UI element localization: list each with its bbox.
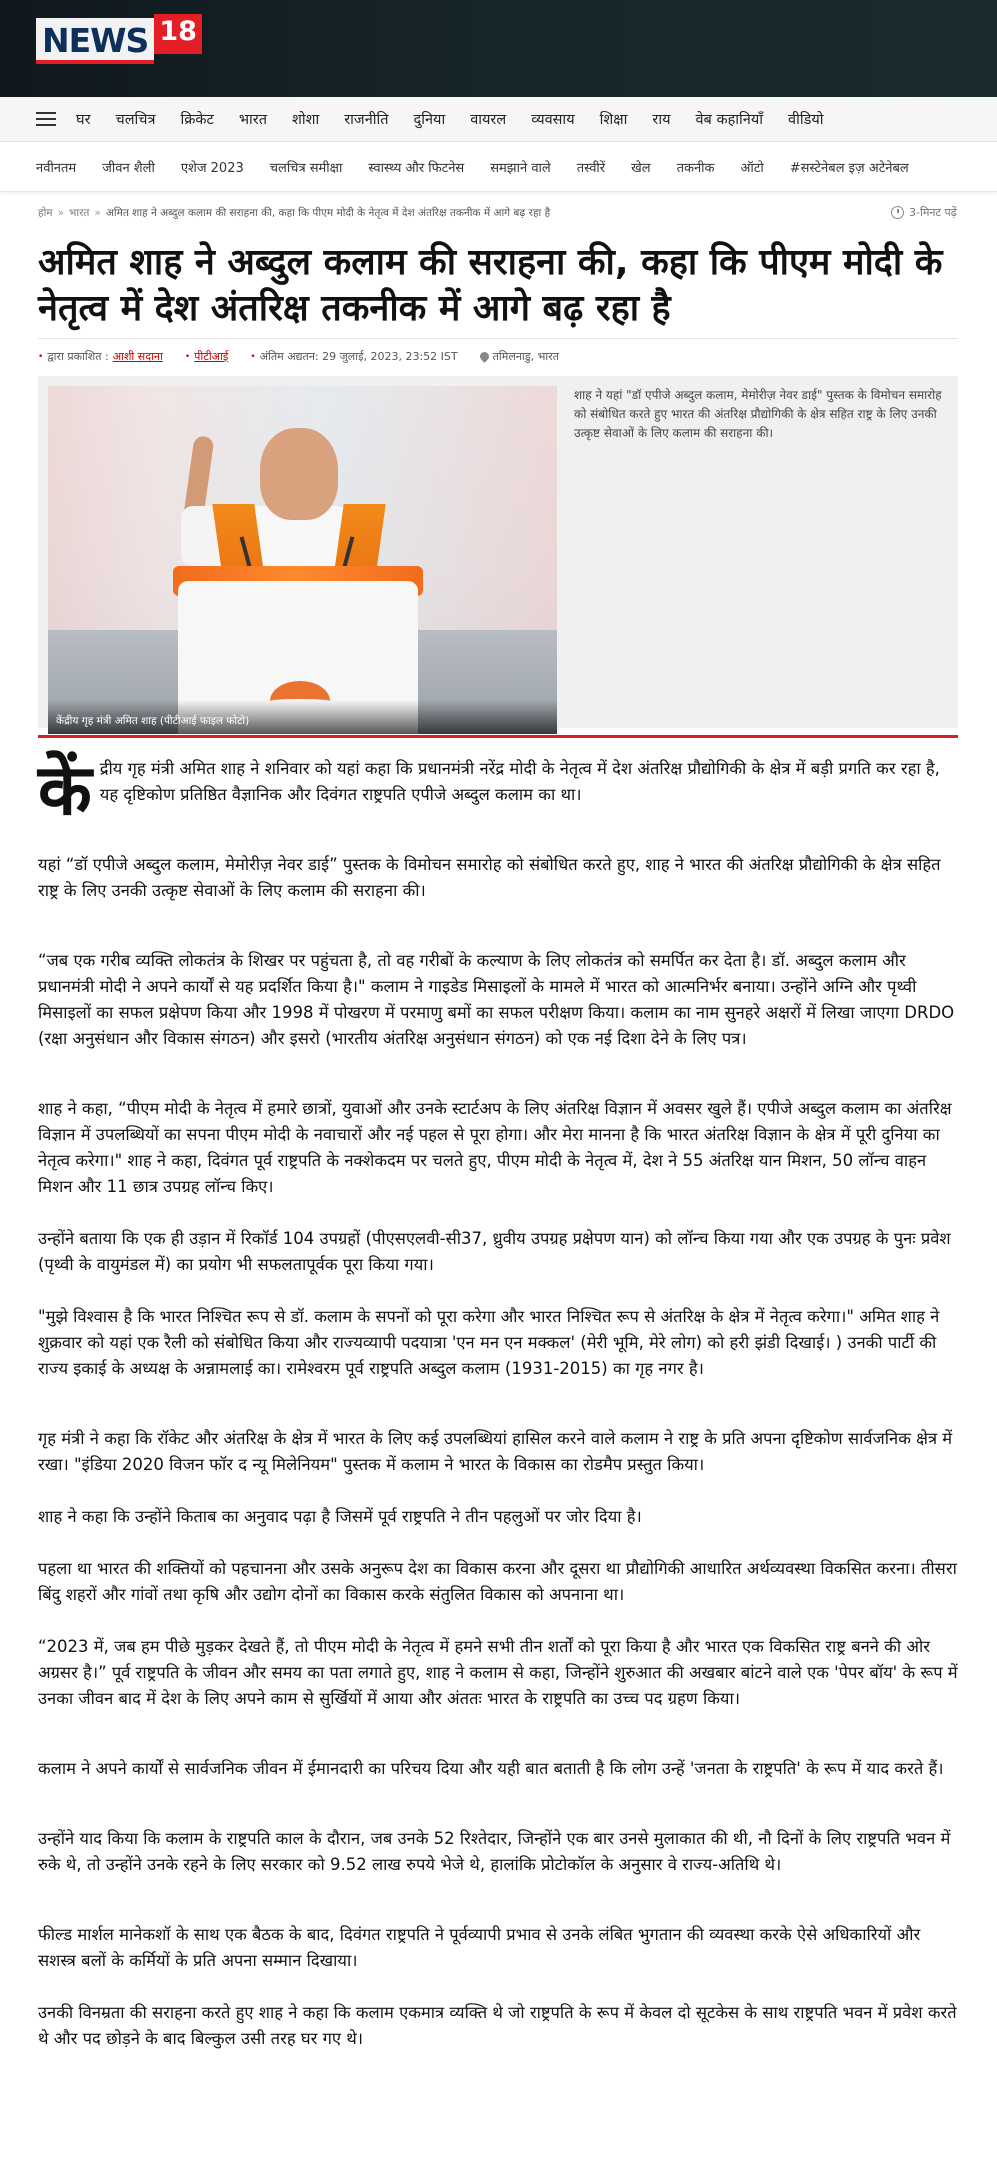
breadcrumb-separator: »	[57, 207, 65, 219]
subnav-item-tech[interactable]: तकनीक	[676, 160, 715, 176]
subnav-item-ashes[interactable]: एशेज 2023	[180, 160, 244, 176]
article-paragraph: कलाम ने अपने कार्यों से सार्वजनिक जीवन में ईमानदारी का परिचय दिया और यही बात बताती है कि लोग उन्हें 'जनता के राष्ट्रपति' के रूप में याद करते हैं।	[38, 1759, 944, 1778]
article-paragraph: पहला था भारत की शक्तियों को पहचानना और उसके अनुरूप देश का विकास करना और दूसरा था प्रौद्योगिकी आधारित अर्थव्यवस्था विकसित करना। तीसरा बिंदु शहरों और गांवों तथा कृषि और उद्योग दोनों का विकास करके संतुलित विकास को अपनाना था।	[38, 1559, 957, 1604]
nav-item-movies[interactable]: चलचित्र	[115, 112, 156, 128]
agency	[185, 349, 228, 364]
article-paragraph: उन्होंने बताया कि एक ही उड़ान में रिकॉर्ड 104 उपग्रहों (पीएसएलवी-सी37, ध्रुवीय उपग्रह प्रक्षेपण यान) को लॉन्च किया गया और एक उपग्रह के पुनः प्रवेश (पृथ्वी के वायुमंडल में) का प्रयोग भी सफलतापूर्वक पूरा किया गया।	[38, 1229, 951, 1274]
article-paragraph	[38, 749, 958, 831]
bullet-icon: •	[250, 351, 256, 362]
article-media	[38, 376, 958, 728]
nav-item-showsha[interactable]: शोशा	[292, 112, 320, 128]
article-summary: शाह ने यहां "डॉ एपीजे अब्दुल कलाम, मेमोरीज़ नेवर डाई" पुस्तक के विमोचन समारोह को संबोधित करते हुए भारत की अंतरिक्ष प्रौद्योगिकी के क्षेत्र सहित राष्ट्र के लिए उनकी उत्कृष्ट सेवाओं के लिए कलाम की सराहना की।	[574, 388, 942, 440]
drop-cap: कें	[38, 749, 92, 831]
read-time	[891, 205, 957, 220]
breadcrumb-separator: »	[94, 207, 101, 219]
primary-nav	[0, 97, 997, 142]
bullet-icon: •	[38, 351, 44, 362]
subnav-item-auto[interactable]: ऑटो	[740, 160, 764, 176]
secondary-nav	[0, 142, 997, 192]
article-headline: अमित शाह ने अब्दुल कलाम की सराहना की, कहा कि पीएम मोदी के नेतृत्व में देश अंतरिक्ष तकनीक में आगे बढ़ रहा है	[38, 242, 943, 329]
logo-text: NEWS	[36, 18, 154, 64]
paragraph-text: द्रीय गृह मंत्री अमित शाह ने शनिवार को यहां कहा कि प्रधानमंत्री नरेंद्र मोदी के नेतृत्व में देश अंतरिक्ष प्रौद्योगिकी के क्षेत्र में बड़ी प्रगति कर रहा है, यह दृष्टिकोण प्रतिष्ठित वैज्ञानिक और दिवंगत राष्ट्रपति एपीजे अब्दुल कलाम का था।	[99, 759, 940, 804]
bullet-icon: •	[184, 351, 191, 362]
article-paragraph: "मुझे विश्वास है कि भारत निश्चित रूप से डॉ. कलाम के सपनों को पूरा करेगा और भारत निश्चित रूप से अंतरिक्ष के क्षेत्र में नेतृत्व करेगा।" अमित शाह ने शुक्रवार को यहां एक रैली को संबोधित किया और राज्यव्यापी पदयात्रा 'एन मन एन मक्कल' (मेरी भूमि, मेरे लोग) को हरी झंडी दिखाई। ) उनकी पार्टी की राज्य इकाई के अध्यक्ष के अन्नामलाई का। रामेश्वरम पूर्व राष्ट्रपति अब्दुल कलाम (1931-2015) का गृह नगर है।	[38, 1307, 940, 1378]
agency-link[interactable]: पीटीआई	[194, 350, 229, 363]
logo-number: 18	[154, 14, 202, 54]
nav-item-cricket[interactable]: क्रिकेट	[180, 112, 214, 128]
clock-icon	[891, 206, 904, 219]
nav-item-home[interactable]: घर	[76, 112, 91, 128]
breadcrumb-current: अमित शाह ने अब्दुल कलाम की सराहना की, कहा कि पीएम मोदी के नेतृत्व में देश अंतरिक्ष तकनीक में आगे बढ़ रहा है	[105, 207, 551, 219]
subnav-item-photos[interactable]: तस्वीरें	[576, 160, 606, 176]
location-pin-icon	[478, 350, 491, 363]
location-text: तमिलनाडु, भारत	[492, 350, 559, 363]
site-header	[0, 0, 997, 97]
published-by-label: द्वारा प्रकाशित :	[47, 350, 109, 363]
subnav-item-health[interactable]: स्वास्थ्य और फिटनेस	[368, 160, 465, 176]
nav-item-world[interactable]: दुनिया	[413, 112, 446, 128]
article-paragraph: फील्ड मार्शल मानेकशॉ के साथ एक बैठक के बाद, दिवंगत राष्ट्रपति ने पूर्वव्यापी प्रभाव से उनके लंबित भुगतान की व्यवस्था करके ऐसे अधिकारियों और सशस्त्र बलों के कर्मियों के प्रति अपना सम्मान दिखाया।	[38, 1925, 921, 1970]
published-by	[38, 349, 163, 364]
article-paragraph: “जब एक गरीब व्यक्ति लोकतंत्र के शिखर पर पहुंचता है, तो वह गरीबों के कल्याण के लिए लोकतंत्र को समर्पित कर देता है। डॉ. अब्दुल कलाम और प्रधानमंत्री मोदी ने अपने कार्यों से यह प्रदर्शित किया है।" कलाम ने गाइडेड मिसाइलों के मामले में भारत को आत्मनिर्भर बनाया। उन्होंने अग्नि और पृथ्वी मिसाइलों का सफल प्रक्षेपण किया और 1998 में पोखरण में परमाणु बमों का सफल परीक्षण किया। कलाम का नाम सुनहरे अक्षरों में लिखा जाएगा DRDO (रक्षा अनुसंधान और विकास संगठन) और इसरो (भारतीय अंतरिक्ष अनुसंधान संगठन) को एक नई दिशा देने के लिए पत्र।	[38, 951, 955, 1048]
article-paragraph: उनकी विनम्रता की सराहना करते हुए शाह ने कहा कि कलाम एकमात्र व्यक्ति थे जो राष्ट्रपति के रूप में केवल दो सूटकेस के साथ राष्ट्रपति भवन में प्रवेश करते थे और पद छोड़ने के बाद बिल्कुल उसी तरह घर गए थे।	[38, 2003, 957, 2048]
speaker-head-shape	[260, 428, 338, 520]
read-time-label: 3-मिनट पढ़ें	[909, 206, 957, 219]
article-paragraph: शाह ने कहा, “पीएम मोदी के नेतृत्व में हमारे छात्रों, युवाओं और उनके स्टार्टअप के लिए अंतरिक्ष विज्ञान में अवसर खुले हैं। एपीजे अब्दुल कलाम का अंतरिक्ष विज्ञान में उपलब्धियों का सपना पीएम मोदी के नवाचारों और नई पहल से पूरा होगा। और मेरा मानना है कि भारत अंतरिक्ष विज्ञान के क्षेत्र में पूरी दुनिया का नेतृत्व करेगा।" शाह ने कहा, दिवंगत पूर्व राष्ट्रपति के नक्शेकदम पर चलते हुए, पीएम मोदी के नेतृत्व में, देश ने 55 अंतरिक्ष यान मिशन, 50 लॉन्च वाहन मिशन और 11 छात्र उपग्रह लॉन्च किए।	[38, 1099, 952, 1196]
image-caption: केंद्रीय गृह मंत्री अमित शाह (पीटीआई फाइल फोटो)	[48, 700, 557, 734]
article-byline	[38, 338, 958, 364]
menu-icon[interactable]	[36, 112, 56, 126]
nav-item-opinion[interactable]: राय	[652, 112, 671, 128]
nav-item-viral[interactable]: वायरल	[470, 112, 507, 128]
nav-item-business[interactable]: व्यवसाय	[531, 112, 575, 128]
article-paragraph: “2023 में, जब हम पीछे मुड़कर देखते हैं, तो पीएम मोदी के नेतृत्व में हमने सभी तीन शर्तों को पूरा किया है और भारत एक विकसित राष्ट्र बनने की ओर अग्रसर है।” पूर्व राष्ट्रपति के जीवन और समय का पता लगाते हुए, शाह ने कलाम से कहा, जिन्होंने शुरुआत की अखबार बांटने वाले एक 'पेपर बॉय' के रूप में उनका जीवन बाद में देश के लिए अपने काम से सुर्खियों में आया और अंततः भारत के राष्ट्रपति का उच्च पद ग्रहण किया।	[38, 1637, 958, 1708]
article-paragraph: गृह मंत्री ने कहा कि रॉकेट और अंतरिक्ष के क्षेत्र में भारत के लिए कई उपलब्धियां हासिल करने वाले कलाम ने राष्ट्र के प्रति अपना दृष्टिकोण सार्वजनिक क्षेत्र में रखा। "इंडिया 2020 विजन फॉर द न्यू मिलेनियम" पुस्तक में कलाम ने भारत के विकास का रोडमैप प्रस्तुत किया।	[38, 1429, 953, 1474]
subnav-item-explainers[interactable]: समझाने वाले	[490, 160, 551, 176]
last-updated	[250, 349, 457, 364]
nav-item-india[interactable]: भारत	[238, 112, 268, 128]
subnav-item-lifestyle[interactable]: जीवन शैली	[102, 160, 155, 176]
nav-item-education[interactable]: शिक्षा	[599, 112, 628, 128]
subnav-item-latest[interactable]: नवीनतम	[36, 160, 77, 176]
subnav-item-movie-review[interactable]: चलचित्र समीक्षा	[269, 160, 343, 176]
nav-item-web-stories[interactable]: वेब कहानियाँ	[695, 112, 764, 128]
nav-item-politics[interactable]: राजनीति	[344, 112, 389, 128]
divider	[38, 735, 958, 738]
author-link[interactable]: आशी सदाना	[112, 350, 163, 363]
article-paragraph: उन्होंने याद किया कि कलाम के राष्ट्रपति काल के दौरान, जब उनके 52 रिश्तेदार, जिन्होंने एक बार उनसे मुलाकात की थी, नौ दिनों के लिए राष्ट्रपति भवन में रुके थे, तो उन्होंने उनके रहने के लिए सरकार को 9.52 लाख रुपये भेजे थे, हालांकि प्रोटोकॉल के अनुसार वे राज्य-अतिथि थे।	[38, 1829, 951, 1874]
breadcrumb-home[interactable]: होम	[38, 207, 53, 219]
subnav-item-sustainable[interactable]: #सस्टेनेबल इज़ अटेनेबल	[789, 160, 909, 176]
lead-photo[interactable]	[48, 386, 557, 734]
article-body	[38, 749, 958, 2078]
nav-item-videos[interactable]: वीडियो	[788, 112, 824, 128]
breadcrumb	[38, 206, 550, 220]
news18-logo[interactable]	[36, 18, 202, 64]
article-paragraph: यहां “डॉ एपीजे अब्दुल कलाम, मेमोरीज़ नेवर डाई” पुस्तक के विमोचन समारोह को संबोधित करते हुए, शाह ने भारत की अंतरिक्ष प्रौद्योगिकी के क्षेत्र सहित राष्ट्र के लिए उनकी उत्कृष्ट सेवाओं के लिए कलाम की सराहना की।	[38, 855, 941, 900]
breadcrumb-section[interactable]: भारत	[69, 207, 90, 219]
article-paragraph: शाह ने कहा कि उन्होंने किताब का अनुवाद पढ़ा है जिसमें पूर्व राष्ट्रपति ने तीन पहलुओं पर जोर दिया है।	[38, 1507, 642, 1526]
location	[480, 349, 559, 364]
last-updated-text: अंतिम अद्यतन: 29 जुलाई, 2023, 23:52 IST	[259, 350, 458, 363]
subnav-item-sports[interactable]: खेल	[631, 160, 651, 176]
